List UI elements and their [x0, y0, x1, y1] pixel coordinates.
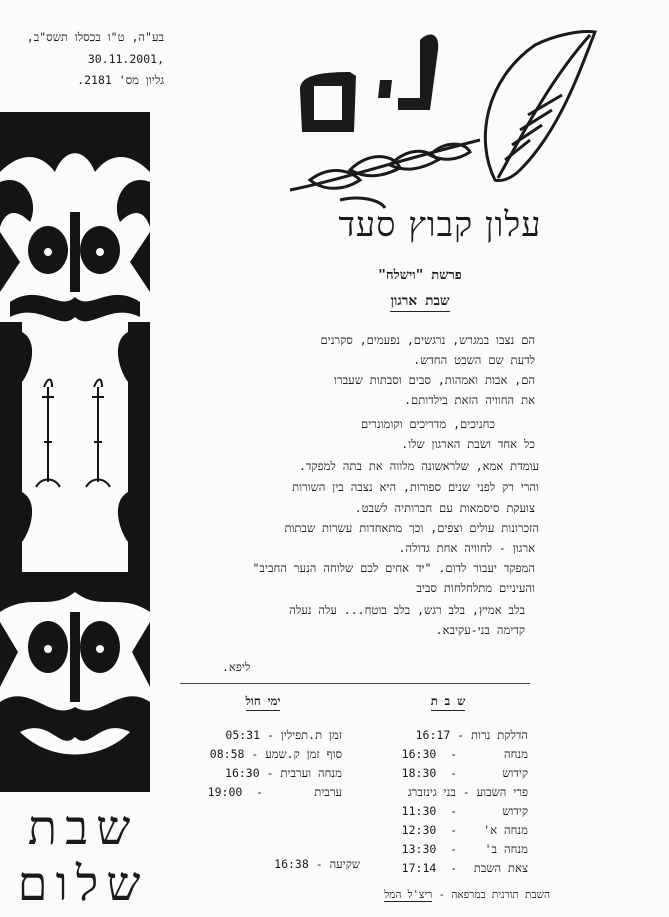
header-date-gregorian: ,30.11.2001 [87, 52, 164, 66]
newsletter-subtitle: עלון קבוץ סעד [338, 205, 542, 245]
body-line: הם, אבות ואמהות, סבים וסבתות שעברו [334, 373, 535, 387]
sunset-label: שקיעה [329, 857, 360, 871]
schedule-time: 05:31 [225, 728, 261, 742]
shabbat-name [300, 293, 540, 309]
schedule-time: 17:14 [401, 861, 437, 875]
body-line: המפקד יעבור לדום. "יד אחים לכם שלוחה הנער החביב" [252, 561, 535, 575]
caption-line-shalom: שלום [17, 856, 149, 912]
schedule-label: מנחה א' [483, 823, 528, 837]
schedule-time: 18:30 [401, 766, 437, 780]
header-date-hebrew: בע"ה, ט"ו בכסלו תשס"ב, [26, 30, 164, 44]
schedule-label: קידוש [502, 766, 528, 780]
dash: - [436, 861, 464, 875]
schedule-row [225, 728, 342, 742]
dash: - [436, 747, 464, 761]
schedule-label: מנחה [504, 747, 528, 761]
body-line: צועקת סיסמאות עם חברותיה לשבט. [354, 501, 535, 515]
shabbat-schedule-title [428, 694, 468, 708]
schedule-label: צאת השבת [473, 861, 528, 875]
shabbat-schedule [400, 728, 528, 878]
schedule-time: 11:30 [401, 804, 437, 818]
schedule-row [225, 766, 342, 780]
dash: - [260, 728, 281, 742]
footer-note [300, 889, 550, 901]
weekday-schedule-title [233, 694, 293, 708]
papercut-border-icon [0, 112, 150, 792]
schedule-row [416, 728, 528, 742]
body-line: והעיניים מתלחלחות סביב [416, 581, 535, 595]
schedule-time: 16:30 [225, 766, 260, 780]
newsletter-logo [280, 20, 600, 210]
schedule-label: קידוש [502, 804, 528, 818]
issue-number: גליון מס' 2181. [77, 73, 164, 87]
body-line: כחניכים, מדריכים וקומונרים [361, 417, 495, 431]
schedule-time: 19:00 [207, 785, 243, 799]
schedule-time: 13:30 [401, 842, 437, 856]
body-line: בלב אמיץ, בלב רגש, בלב בוטח... עלה נעלה [289, 603, 525, 617]
schedule-label: פרי השבוע - בני גינזברג [407, 785, 528, 799]
schedule-row [208, 785, 342, 799]
body-line: והרי רק לפני שנים ספורות, היא נצבה בין השורות [292, 480, 539, 494]
dash: - [308, 857, 330, 871]
sunset-time: 16:38 [274, 857, 309, 871]
schedule-time: 16:17 [415, 728, 451, 742]
footer-name: ריצ'ל המל [384, 889, 433, 901]
weekday-schedule-title-text: ימי חול [246, 694, 281, 711]
signature: ליפא. [222, 660, 251, 674]
leaf-logo-icon [280, 20, 600, 210]
parasha-title: פרשת "וישלח" [378, 268, 462, 283]
sunset-row [240, 857, 360, 875]
schedule-row [274, 857, 360, 871]
dash: - [436, 823, 464, 837]
schedule-label: זמן ת.תפילין [280, 728, 342, 742]
schedule-label: ערבית [314, 785, 342, 799]
schedule-time: 12:30 [401, 823, 437, 837]
body-line: כל אחד ושבת הארגון שלו. [401, 437, 535, 451]
body-line: הם נצבו במגרש, נרגשים, נפעמים, סקרנים [320, 333, 535, 347]
dash: - [242, 785, 270, 799]
caption-line-shabbat: שבת [27, 800, 139, 856]
schedule-row [402, 766, 528, 780]
schedule-label: מנחה וערבית [280, 766, 342, 780]
body-line: קדימה בני-עקיבא. [435, 623, 525, 637]
dash: - [436, 842, 464, 856]
body-line: עומדת אמא, שלראשונה מלווה את בתה למפקד. [298, 459, 539, 473]
schedule-row [408, 785, 528, 799]
body-line: לדעת שם השבט החדש. [413, 353, 535, 367]
body-line: הזכרונות עולים וצפים, וכך מתאחדות עשרות שבתות [284, 521, 539, 535]
weekday-schedule [192, 728, 342, 878]
shabbat-schedule-title-text: ש ב ת [431, 694, 466, 711]
schedule-row [402, 823, 528, 837]
dash: - [436, 766, 464, 780]
dash: - [244, 747, 266, 761]
footer-prefix: השבת תורנית במרפאה - [438, 889, 550, 901]
body-line: את החוויה הזאת בילדותם. [404, 393, 535, 407]
shabbat-name-text: שבת ארגון [390, 293, 449, 312]
schedule-label: סוף זמן ק.שמע [265, 747, 342, 761]
schedule-time: 08:58 [209, 747, 245, 761]
dash: - [450, 728, 472, 742]
body-line: ארגון - לחוויה אחת גדולה. [398, 541, 535, 555]
schedule-label: הדלקת נרות [471, 728, 528, 742]
schedule-row [402, 804, 528, 818]
dash: - [259, 766, 281, 780]
schedule-row [402, 842, 528, 856]
shabbat-shalom-caption [0, 800, 165, 917]
divider [180, 683, 530, 684]
schedule-row [210, 747, 342, 761]
schedule-row [402, 861, 528, 875]
dash: - [436, 804, 464, 818]
schedule-label: מנחה ב' [484, 842, 528, 856]
schedule-row [402, 747, 528, 761]
schedule-time: 16:30 [401, 747, 437, 761]
